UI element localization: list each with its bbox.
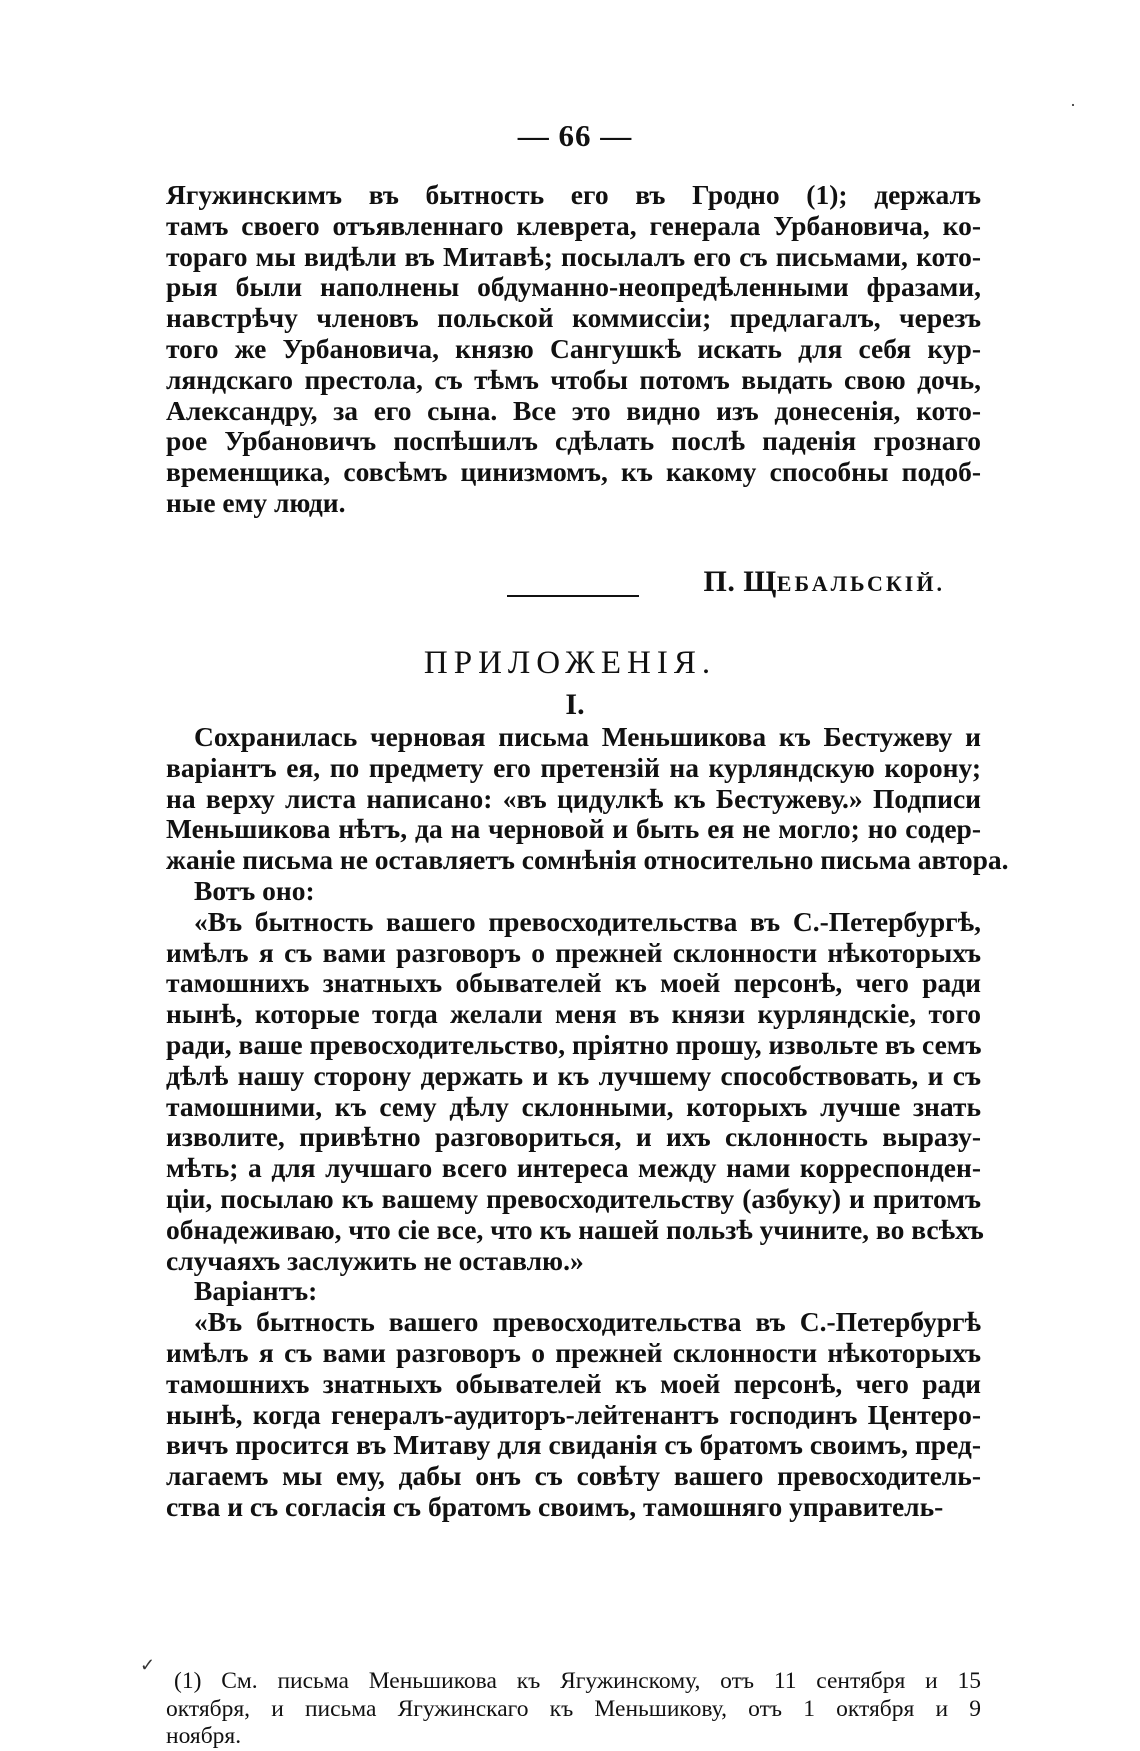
variant-line-line: вичъ просится въ Митаву для свиданія съ братомъ своимъ, пред- (166, 1429, 981, 1461)
appendix-body (166, 721, 1009, 1523)
page-number: — 66 — (517, 118, 633, 153)
section-heading: ПРИЛОЖЕНІЯ. (423, 645, 717, 681)
letter-line-line: ціи, посылаю къ вашему превосходительству (азбуку) и притомъ (166, 1182, 981, 1214)
scan-mark: ✓ (140, 1655, 156, 1675)
footnote (166, 1668, 981, 1751)
letter-line-line: имѣлъ я съ вами разговоръ о прежней склонности нѣкоторыхъ (166, 936, 981, 968)
letter-line-line: случаяхъ заслужить не оставлю.» (166, 1244, 584, 1276)
continuation-line-line: ляндскаго престола, съ тѣмъ чтобы потомъ выдать свою дочь, (166, 363, 981, 395)
continuation-line-line: ные ему люди. (166, 486, 346, 518)
label-here-it-is: Вотъ оно: (194, 874, 315, 906)
letter-line-line: нынѣ, которые тогда желали меня въ князи курляндскіе, того (166, 998, 981, 1030)
intro-line-line: варіантъ ея, по предмету его претензій на курляндскую корону; (166, 751, 981, 783)
author-signature (0, 565, 945, 599)
signature-initial: П. Щ (703, 565, 777, 598)
variant-line-line: лагаемъ мы ему, дабы онъ съ совѣту вашего превосходитель- (166, 1460, 981, 1492)
continuation-line-line: рое Урбановичъ поспѣшилъ сдѣлать послѣ паденія грознаго (166, 425, 981, 457)
continuation-line-line: тамъ своего отъявленнаго клеврета, генерала Урбановича, ко- (166, 209, 981, 241)
letter-line-line: ради, ваше превосходительство, пріятно прошу, извольте въ семъ (166, 1028, 982, 1060)
letter-line-line: обнадеживаю, что сіе все, что къ нашей пользѣ учините, во всѣхъ (166, 1213, 984, 1245)
intro-line-line: на верху листа написано: «въ цидулкѣ къ Бестужеву.» Подписи (166, 782, 981, 814)
letter-line-line: «Въ бытность вашего превосходительства въ С.-Петербургѣ, (194, 905, 981, 937)
intro-line-line: Сохранилась черновая письма Меньшикова къ Бестужеву и (194, 721, 981, 752)
continuation-line-line: рыя были наполнены обдуманно-неопредѣленными фразами, (166, 271, 981, 303)
scan-speck: · (1070, 95, 1076, 115)
section-number: I. (565, 688, 585, 721)
variant-line-line: имѣлъ я съ вами разговоръ о прежней склонности нѣкоторыхъ (166, 1336, 981, 1368)
continuation-paragraph (166, 180, 981, 519)
letter-text (166, 905, 984, 1277)
variant-line-line: нынѣ, когда генералъ-аудиторъ-лейтенантъ господинъ Центеро- (166, 1398, 981, 1430)
variant-line-line: «Въ бытность вашего превосходительства въ С.-Петербургѣ (194, 1306, 981, 1338)
letter-line-line: дѣлѣ нашу сторону держать и къ лучшему способствовать, и съ (166, 1059, 981, 1091)
signature-rest: ЕБАЛЬСКІЙ. (776, 571, 945, 596)
intro-paragraph (166, 721, 1009, 876)
variant-line-line: ства и съ согласія съ братомъ своимъ, тамошняго управитель- (166, 1490, 944, 1522)
intro-line-line: жаніе письма не оставляетъ сомнѣнія относительно письма автора. (166, 844, 1009, 876)
variant-line-line: тамошнихъ знатныхъ обывателей къ моей персонѣ, чего ради (166, 1367, 981, 1399)
continuation-line-line: тораго мы видѣли въ Митавѣ; посылалъ его съ письмами, кото- (166, 240, 981, 272)
letter-line-line: мѣть; а для лучшаго всего интереса между нами корреспонден- (166, 1152, 981, 1184)
intro-line-line: Меньшикова нѣтъ, да на черновой и быть ея не могло; но содер- (166, 813, 981, 845)
variant-text (166, 1307, 981, 1523)
letter-line-line: тамошними, къ сему дѣлу склонными, которыхъ лучше знать (166, 1090, 981, 1122)
footnote-line: (1) См. письма Меньшикова къ Ягужинскому, отъ 11 сентября и 15 (174, 1668, 981, 1694)
letter-line-line: изволите, привѣтно разговориться, и ихъ склонность выразу- (166, 1121, 981, 1153)
label-variant: Варіантъ: (194, 1275, 318, 1307)
continuation-line-line: того же Урбановича, князю Сангушкѣ искать для себя кур- (166, 332, 981, 364)
continuation-line-line: временщика, совсѣмъ цинизмомъ, къ какому способны подоб- (166, 456, 981, 488)
letter-line-line: тамошнихъ знатныхъ обывателей къ моей персонѣ, чего ради (166, 967, 981, 999)
continuation-line-line: Ягужинскимъ въ бытность его въ Гродно (1); держалъ (166, 179, 981, 210)
continuation-line-line: навстрѣчу членовъ польской коммиссіи; предлагалъ, черезъ (166, 302, 981, 334)
footnote-line: ноября. (166, 1723, 242, 1749)
continuation-line-line: Александру, за его сына. Все это видно изъ донесенія, кото- (166, 394, 981, 426)
footnote-line: октября, и письма Ягужинскаго къ Меньшикову, отъ 1 октября и 9 (166, 1695, 981, 1722)
